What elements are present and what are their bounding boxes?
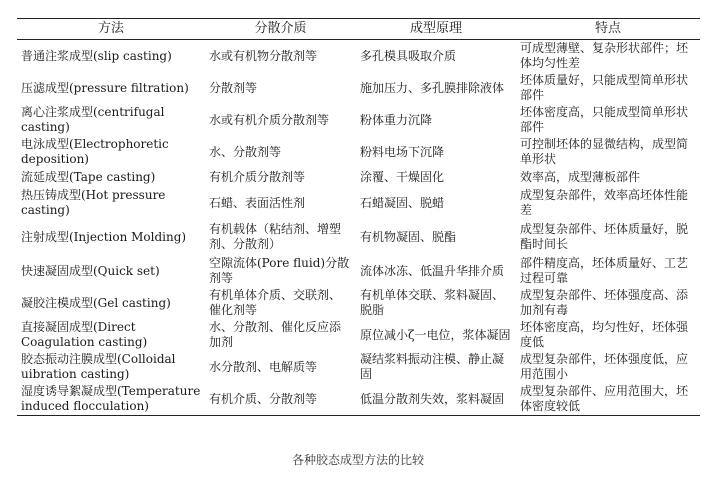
feature-cell: 部件精度高，坯体质量好、工艺过程可靠 — [520, 256, 689, 285]
feature-cell: 成型复杂部件、坯体质量好，脱酯时间长 — [520, 222, 689, 251]
table-row — [17, 136, 700, 168]
table-row — [17, 383, 700, 416]
medium-cell: 有机载体（粘结剂、增塑剂、分散剂） — [209, 222, 342, 251]
principle-cell: 多孔模具吸取介质 — [360, 48, 457, 63]
table-caption: 各种胶态成型方法的比较 — [291, 453, 424, 467]
method-cell: 快速凝固成型(Quick set) — [21, 263, 160, 278]
principle-cell: 石蜡凝固、脱蜡 — [360, 195, 445, 210]
method-cell: 电泳成型(Electrophoretic deposition) — [21, 137, 169, 166]
method-cell: 压滤成型(pressure filtration) — [21, 80, 189, 95]
principle-cell: 涂覆、干燥固化 — [360, 170, 445, 184]
medium-cell: 有机单体介质、交联剂、催化剂等 — [209, 288, 342, 317]
principle-cell: 凝结浆料振动注模、静止凝固 — [360, 352, 505, 381]
header-method: 方法 — [17, 19, 205, 40]
medium-cell: 有机介质、分散剂等 — [205, 383, 356, 416]
medium-cell: 水或有机物分散剂等 — [209, 48, 318, 63]
table-row — [17, 319, 700, 351]
table-row — [17, 287, 700, 319]
table-row — [17, 104, 700, 136]
feature-cell: 可成型薄壁、复杂形状部件；坯体均匀性差 — [520, 41, 689, 70]
header-feature: 特点 — [516, 19, 700, 40]
medium-cell: 水或有机介质分散剂等 — [209, 112, 330, 127]
table-row — [17, 351, 700, 383]
medium-cell: 有机介质分散剂等 — [209, 170, 306, 184]
medium-cell: 空隙流体(Pore fluid)分散剂等 — [209, 256, 350, 285]
method-cell: 胶态振动注膜成型(Colloidal uibration casting) — [21, 352, 176, 381]
feature-cell: 成型复杂部件、坯体强度高、添加剂有毒 — [520, 288, 689, 317]
method-cell: 离心注浆成型(centrifugal casting) — [21, 105, 165, 134]
medium-cell: 分散剂等 — [209, 80, 258, 95]
header-principle: 成型原理 — [356, 19, 516, 40]
feature-cell: 坯体密度高，只能成型简单形状部件 — [520, 105, 689, 134]
table-row — [17, 219, 700, 255]
table-row — [17, 72, 700, 104]
principle-cell: 流体冰冻、低温升华排介质 — [360, 263, 505, 278]
table-row — [17, 40, 700, 73]
feature-cell: 坯体质量好，只能成型简单形状部件 — [520, 73, 689, 102]
feature-cell: 坯体密度高，均匀性好，坯体强度低 — [520, 320, 689, 349]
table-row — [17, 255, 700, 287]
feature-cell: 成型复杂部件、应用范围大，坯体密度较低 — [516, 383, 700, 416]
feature-cell: 可控制坯体的显微结构，成型简单形状 — [520, 137, 689, 166]
medium-cell: 水、分散剂、催化反应添加剂 — [209, 320, 342, 349]
principle-cell: 有机物凝固、脱酯 — [360, 229, 457, 244]
method-cell: 热压铸成型(Hot pressure casting) — [21, 188, 166, 217]
medium-cell: 水、分散剂等 — [209, 144, 282, 159]
feature-cell: 成型复杂部件，坯体强度低，应用范围小 — [520, 352, 689, 381]
feature-cell: 效率高，成型薄板部件 — [520, 170, 641, 184]
table-body — [17, 40, 700, 416]
medium-cell: 水分散剂、电解质等 — [209, 359, 318, 374]
table-row — [17, 187, 700, 219]
principle-cell: 原位减小ζ一电位，浆体凝固 — [360, 327, 511, 342]
method-cell: 湿度诱导絮凝成型(Temperature induced flocculation) — [17, 383, 205, 416]
method-cell: 流延成型(Tape casting) — [21, 170, 156, 184]
principle-cell: 施加压力、多孔膜排除液体 — [360, 80, 505, 95]
principle-cell: 粉料电场下沉降 — [360, 144, 445, 159]
table-header-row — [17, 19, 700, 40]
method-cell: 直接凝固成型(Direct Coagulation casting) — [21, 320, 148, 349]
method-cell: 注射成型(Injection Molding) — [21, 229, 187, 244]
comparison-table — [17, 18, 700, 416]
principle-cell: 粉体重力沉降 — [360, 112, 433, 127]
feature-cell: 成型复杂部件，效率高坯体性能差 — [520, 188, 689, 217]
header-medium: 分散介质 — [205, 19, 356, 40]
method-cell: 普通注浆成型(slip casting) — [21, 48, 172, 63]
method-cell: 凝胶注模成型(Gel casting) — [21, 295, 171, 310]
principle-cell: 低温分散剂失效，浆料凝固 — [356, 383, 516, 416]
table-row — [17, 168, 700, 187]
medium-cell: 石蜡、表面活性剂 — [209, 195, 306, 210]
principle-cell: 有机单体交联、浆料凝固、脱脂 — [360, 288, 505, 317]
